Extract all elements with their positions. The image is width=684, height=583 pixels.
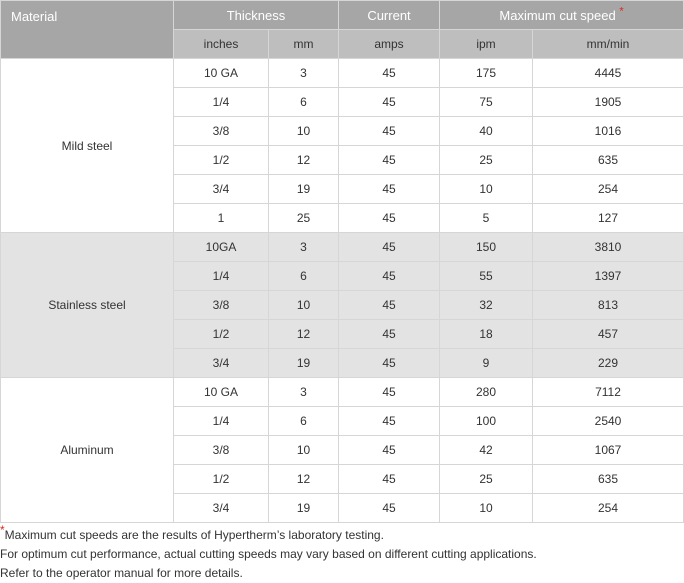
cell-mm-min: 7112 <box>533 378 684 407</box>
cell-mm-min: 1905 <box>533 88 684 117</box>
cell-amps: 45 <box>339 146 440 175</box>
cell-mm: 12 <box>269 146 339 175</box>
cell-mm-min: 635 <box>533 146 684 175</box>
cell-mm-min: 1016 <box>533 117 684 146</box>
cell-mm-min: 635 <box>533 465 684 494</box>
cell-mm: 10 <box>269 117 339 146</box>
cell-mm-min: 813 <box>533 291 684 320</box>
unit-mm: mm <box>269 30 339 59</box>
group-aluminum <box>1 378 684 523</box>
cell-ipm: 10 <box>440 494 533 523</box>
table-header <box>1 1 684 59</box>
cell-inches: 1/4 <box>174 407 269 436</box>
thickness-header: Thickness <box>174 1 339 30</box>
max-cut-speed-label: Maximum cut speed <box>499 7 616 23</box>
footnote-text: Maximum cut speeds are the results of Hypertherm’s laboratory testing. <box>4 528 384 542</box>
unit-amps: amps <box>339 30 440 59</box>
cell-mm-min: 3810 <box>533 233 684 262</box>
cell-inches: 3/4 <box>174 175 269 204</box>
cell-inches: 3/8 <box>174 117 269 146</box>
cell-amps: 45 <box>339 291 440 320</box>
cell-ipm: 42 <box>440 436 533 465</box>
cell-ipm: 18 <box>440 320 533 349</box>
cell-inches: 1/2 <box>174 320 269 349</box>
cell-amps: 45 <box>339 262 440 291</box>
cell-inches: 10GA <box>174 233 269 262</box>
unit-mm-min: mm/min <box>533 30 684 59</box>
cell-ipm: 280 <box>440 378 533 407</box>
cell-inches: 3/4 <box>174 349 269 378</box>
material-header: Material <box>1 1 174 59</box>
cell-amps: 45 <box>339 378 440 407</box>
cell-inches: 3/8 <box>174 291 269 320</box>
cell-mm: 3 <box>269 233 339 262</box>
cell-mm: 19 <box>269 349 339 378</box>
cell-mm: 6 <box>269 407 339 436</box>
footnotes <box>0 523 684 583</box>
cell-ipm: 10 <box>440 175 533 204</box>
cell-mm: 25 <box>269 204 339 233</box>
cell-mm-min: 4445 <box>533 59 684 88</box>
cell-mm: 3 <box>269 59 339 88</box>
cell-mm: 10 <box>269 436 339 465</box>
cell-mm: 12 <box>269 320 339 349</box>
cell-inches: 1/2 <box>174 465 269 494</box>
cell-mm-min: 1397 <box>533 262 684 291</box>
cell-ipm: 25 <box>440 146 533 175</box>
cell-mm-min: 457 <box>533 320 684 349</box>
cell-ipm: 100 <box>440 407 533 436</box>
cell-inches: 10 GA <box>174 59 269 88</box>
cell-mm-min: 254 <box>533 175 684 204</box>
cell-inches: 1/4 <box>174 262 269 291</box>
footnote-performance: For optimum cut performance, actual cutting speeds may vary based on different cutting applications. <box>0 547 537 561</box>
cell-ipm: 55 <box>440 262 533 291</box>
footnote-asterisk: * <box>0 523 5 537</box>
unit-inches: inches <box>174 30 269 59</box>
cell-amps: 45 <box>339 436 440 465</box>
cell-amps: 45 <box>339 465 440 494</box>
cell-mm-min: 254 <box>533 494 684 523</box>
cell-inches: 3/8 <box>174 436 269 465</box>
cell-mm-min: 1067 <box>533 436 684 465</box>
cell-mm-min: 229 <box>533 349 684 378</box>
cell-ipm: 150 <box>440 233 533 262</box>
cell-amps: 45 <box>339 175 440 204</box>
cell-amps: 45 <box>339 407 440 436</box>
group-stainless-steel <box>1 233 684 378</box>
cell-amps: 45 <box>339 233 440 262</box>
cell-mm: 3 <box>269 378 339 407</box>
header-row <box>1 1 684 30</box>
cell-mm-min: 2540 <box>533 407 684 436</box>
cell-amps: 45 <box>339 88 440 117</box>
cell-inches: 10 GA <box>174 378 269 407</box>
material-cell: Mild steel <box>1 59 174 233</box>
cell-mm: 6 <box>269 262 339 291</box>
cell-amps: 45 <box>339 494 440 523</box>
cell-mm: 19 <box>269 175 339 204</box>
cell-ipm: 25 <box>440 465 533 494</box>
max-cut-speed-header <box>440 1 684 30</box>
cell-ipm: 40 <box>440 117 533 146</box>
cell-amps: 45 <box>339 320 440 349</box>
material-cell: Stainless steel <box>1 233 174 378</box>
footnote-manual: Refer to the operator manual for more details. <box>0 566 243 580</box>
table-row <box>1 378 684 407</box>
current-header: Current <box>339 1 440 30</box>
asterisk-marker: * <box>619 5 624 18</box>
cell-inches: 1/2 <box>174 146 269 175</box>
cell-ipm: 32 <box>440 291 533 320</box>
cell-inches: 3/4 <box>174 494 269 523</box>
footnote-laboratory <box>0 523 684 545</box>
material-cell: Aluminum <box>1 378 174 523</box>
cell-ipm: 175 <box>440 59 533 88</box>
group-mild-steel <box>1 59 684 233</box>
unit-ipm: ipm <box>440 30 533 59</box>
cell-mm: 12 <box>269 465 339 494</box>
table-row <box>1 233 684 262</box>
cell-mm: 19 <box>269 494 339 523</box>
cell-amps: 45 <box>339 204 440 233</box>
cell-amps: 45 <box>339 117 440 146</box>
cell-amps: 45 <box>339 349 440 378</box>
cell-ipm: 5 <box>440 204 533 233</box>
cell-amps: 45 <box>339 59 440 88</box>
cell-mm-min: 127 <box>533 204 684 233</box>
cell-mm: 10 <box>269 291 339 320</box>
cell-mm: 6 <box>269 88 339 117</box>
cell-ipm: 75 <box>440 88 533 117</box>
cell-inches: 1/4 <box>174 88 269 117</box>
table-row <box>1 59 684 88</box>
cell-inches: 1 <box>174 204 269 233</box>
cell-ipm: 9 <box>440 349 533 378</box>
